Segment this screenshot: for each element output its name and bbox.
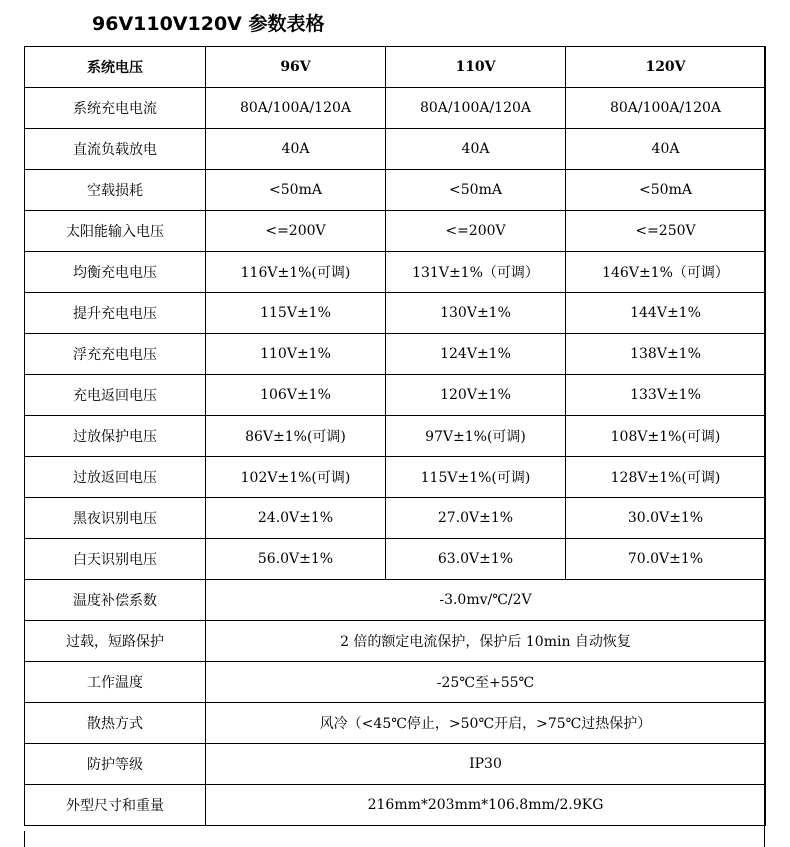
table-row: [25, 457, 766, 498]
page-title: 96V110V120V 参数表格: [92, 13, 325, 35]
cell-110v: 130V±1%: [386, 293, 566, 334]
cell-96v: <=200V: [206, 211, 386, 252]
cell-110v: 27.0V±1%: [386, 498, 566, 539]
merged-value-cell: IP30: [206, 744, 766, 785]
header-label: 系统电压: [25, 47, 206, 88]
cell-96v: <50mA: [206, 170, 386, 211]
row-label: 充电返回电压: [25, 375, 206, 416]
merged-value-cell: 216mm*203mm*106.8mm/2.9KG: [206, 785, 766, 826]
cell-110v: 80A/100A/120A: [386, 88, 566, 129]
table-row-merged: [25, 744, 766, 785]
cell-120v: 144V±1%: [566, 293, 766, 334]
table-row: [25, 88, 766, 129]
cell-96v: 80A/100A/120A: [206, 88, 386, 129]
cell-96v: 56.0V±1%: [206, 539, 386, 580]
cell-110v: 97V±1%(可调): [386, 416, 566, 457]
header-col-96v: 96V: [206, 47, 386, 88]
table-row: [25, 375, 766, 416]
cell-110v: 131V±1%（可调）: [386, 252, 566, 293]
table-row: [25, 334, 766, 375]
table-border-stub: [24, 831, 25, 847]
table-row-merged: [25, 785, 766, 826]
cell-120v: 30.0V±1%: [566, 498, 766, 539]
row-label: 白天识别电压: [25, 539, 206, 580]
cell-110v: <=200V: [386, 211, 566, 252]
row-label: 黑夜识别电压: [25, 498, 206, 539]
cell-110v: 63.0V±1%: [386, 539, 566, 580]
table-row: [25, 129, 766, 170]
cell-96v: 86V±1%(可调): [206, 416, 386, 457]
row-label: 过放返回电压: [25, 457, 206, 498]
row-label: 直流负载放电: [25, 129, 206, 170]
header-col-110v: 110V: [386, 47, 566, 88]
table-row-merged: [25, 621, 766, 662]
cell-96v: 116V±1%(可调): [206, 252, 386, 293]
cell-120v: 133V±1%: [566, 375, 766, 416]
cell-110v: 120V±1%: [386, 375, 566, 416]
cell-120v: <=250V: [566, 211, 766, 252]
merged-value-cell: -25℃至+55℃: [206, 662, 766, 703]
header-col-120v: 120V: [566, 47, 766, 88]
table-row: [25, 539, 766, 580]
row-label: 过载，短路保护: [25, 621, 206, 662]
cell-96v: 40A: [206, 129, 386, 170]
cell-96v: 106V±1%: [206, 375, 386, 416]
table-row-merged: [25, 662, 766, 703]
cell-120v: 70.0V±1%: [566, 539, 766, 580]
cell-120v: 80A/100A/120A: [566, 88, 766, 129]
table-row: [25, 170, 766, 211]
cell-120v: 108V±1%(可调): [566, 416, 766, 457]
table-row: [25, 252, 766, 293]
cell-120v: 146V±1%（可调）: [566, 252, 766, 293]
spec-table: [24, 46, 766, 826]
table-row: [25, 293, 766, 334]
cell-120v: 40A: [566, 129, 766, 170]
table-row: [25, 498, 766, 539]
row-label: 温度补偿系数: [25, 580, 206, 621]
table-row: [25, 416, 766, 457]
row-label: 均衡充电电压: [25, 252, 206, 293]
row-label: 提升充电电压: [25, 293, 206, 334]
table-row-merged: [25, 703, 766, 744]
row-label: 工作温度: [25, 662, 206, 703]
row-label: 散热方式: [25, 703, 206, 744]
cell-96v: 110V±1%: [206, 334, 386, 375]
row-label: 防护等级: [25, 744, 206, 785]
table-header-row: [25, 47, 766, 88]
merged-value-cell: 风冷（<45℃停止，>50℃开启，>75℃过热保护）: [206, 703, 766, 744]
row-label: 太阳能输入电压: [25, 211, 206, 252]
cell-96v: 24.0V±1%: [206, 498, 386, 539]
cell-110v: 124V±1%: [386, 334, 566, 375]
cell-120v: 128V±1%(可调): [566, 457, 766, 498]
row-label: 空载损耗: [25, 170, 206, 211]
cell-96v: 102V±1%(可调): [206, 457, 386, 498]
cell-120v: <50mA: [566, 170, 766, 211]
row-label: 系统充电电流: [25, 88, 206, 129]
merged-value-cell: -3.0mv/℃/2V: [206, 580, 766, 621]
cell-120v: 138V±1%: [566, 334, 766, 375]
table-row-merged: [25, 580, 766, 621]
row-label: 浮充充电电压: [25, 334, 206, 375]
cell-96v: 115V±1%: [206, 293, 386, 334]
merged-value-cell: 2 倍的额定电流保护，保护后 10min 自动恢复: [206, 621, 766, 662]
cell-110v: 40A: [386, 129, 566, 170]
row-label: 外型尺寸和重量: [25, 785, 206, 826]
cell-110v: 115V±1%(可调): [386, 457, 566, 498]
row-label: 过放保护电压: [25, 416, 206, 457]
cell-110v: <50mA: [386, 170, 566, 211]
table-row: [25, 211, 766, 252]
